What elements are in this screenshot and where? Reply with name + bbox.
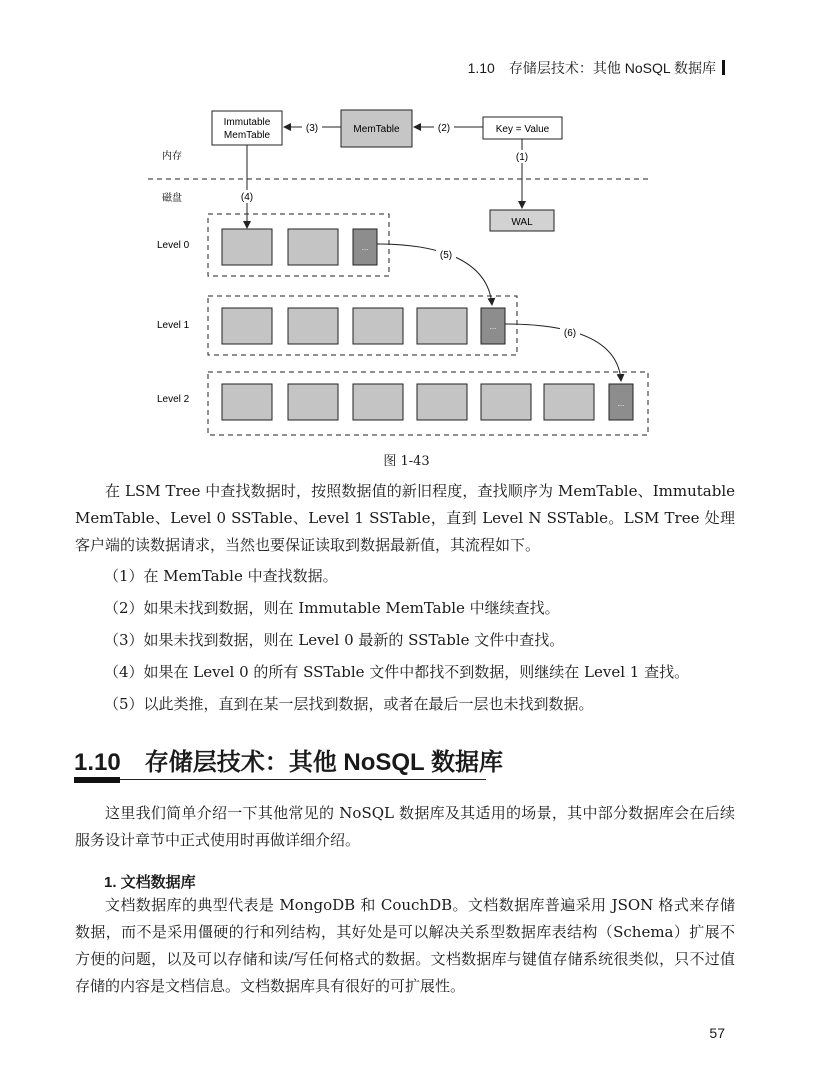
level2-label: Level 2: [157, 394, 190, 405]
label-step5: (5): [439, 250, 453, 261]
section-title-rule: [74, 779, 486, 780]
memory-label: 内存: [162, 151, 182, 162]
section-title-accent-bar: [74, 777, 120, 783]
step-item: （4）如果在 Level 0 的所有 SSTable 文件中都找不到数据，则继续在 Level 1 查找。: [104, 663, 690, 681]
sstable-box: [417, 384, 467, 420]
label-step1: (1): [515, 152, 529, 163]
step-item: （2）如果未找到数据，则在 Immutable MemTable 中继续查找。: [104, 599, 560, 617]
sstable-box: [222, 384, 272, 420]
disk-label: 磁盘: [162, 193, 182, 204]
subheading-document-db: 1. 文档数据库: [104, 874, 196, 891]
ellipsis-label: ...: [489, 322, 497, 331]
sstable-box: [353, 384, 403, 420]
sstable-box: [481, 384, 531, 420]
sstable-box: [417, 308, 467, 344]
running-header: [468, 58, 725, 78]
immutable-label-2: MemTable: [223, 130, 271, 141]
figure-caption: 图 1-43: [383, 454, 430, 469]
sstable-box: [288, 308, 338, 344]
sstable-box: [288, 384, 338, 420]
sstable-box: [222, 229, 272, 265]
document-db-paragraph: 文档数据库的典型代表是 MongoDB 和 CouchDB。文档数据库普遍采用 JSON 格式来存储数据，而不是采用僵硬的行和列结构，其好处是可以解决关系型数据库表结构（Schema）扩展不方便的问题，以及可以存储和读/写任何格式的数据。文档数据库与键值存储系统很类似，只不过值存储的内容是文档信息。文档数据库具有很好的可扩展性。: [75, 896, 735, 995]
running-header-title: 1.10 存储层技术：其他 NoSQL 数据库: [467, 60, 716, 76]
sstable-box: [222, 308, 272, 344]
section-title: 1.10 存储层技术：其他 NoSQL 数据库: [74, 749, 503, 776]
sstable-box: [288, 229, 338, 265]
lsm-diagram-svg: [140, 98, 670, 443]
label-step6: (6): [563, 328, 577, 339]
label-step4: (4): [240, 192, 254, 203]
label-step3: (3): [305, 123, 319, 134]
step-item: （3）如果未找到数据，则在 Level 0 最新的 SSTable 文件中查找。: [104, 631, 565, 649]
running-header-bar: [722, 60, 725, 75]
level1-label: Level 1: [157, 320, 190, 331]
step-item: （1）在 MemTable 中查找数据。: [104, 567, 338, 585]
sstable-box: [544, 384, 594, 420]
ellipsis-label: ...: [361, 243, 369, 252]
step-item: （5）以此类推，直到在某一层找到数据，或者在最后一层也未找到数据。: [104, 695, 594, 713]
immutable-label-1: Immutable: [223, 117, 271, 128]
section-intro-paragraph: 这里我们简单介绍一下其他常见的 NoSQL 数据库及其适用的场景，其中部分数据库会在后续服务设计章节中正式使用时再做详细介绍。: [75, 804, 735, 849]
intro-paragraph: 在 LSM Tree 中查找数据时，按照数据值的新旧程度，查找顺序为 MemTable、Immutable MemTable、Level 0 SSTable、Level 1 SSTable，直到 Level N SSTable。LSM Tree 处理客户端的读数据请求，当然也要保证读取到数据最新值，其流程如下。: [75, 482, 735, 554]
keyvalue-label: Key = Value: [495, 124, 550, 135]
ellipsis-label: ...: [617, 399, 625, 408]
label-step2: (2): [437, 123, 451, 134]
page-number: 57: [709, 1025, 725, 1041]
lsm-tree-figure: [140, 98, 670, 443]
memtable-label: MemTable: [353, 124, 400, 135]
level0-label: Level 0: [157, 240, 190, 251]
wal-label: WAL: [511, 217, 533, 228]
sstable-box: [353, 308, 403, 344]
